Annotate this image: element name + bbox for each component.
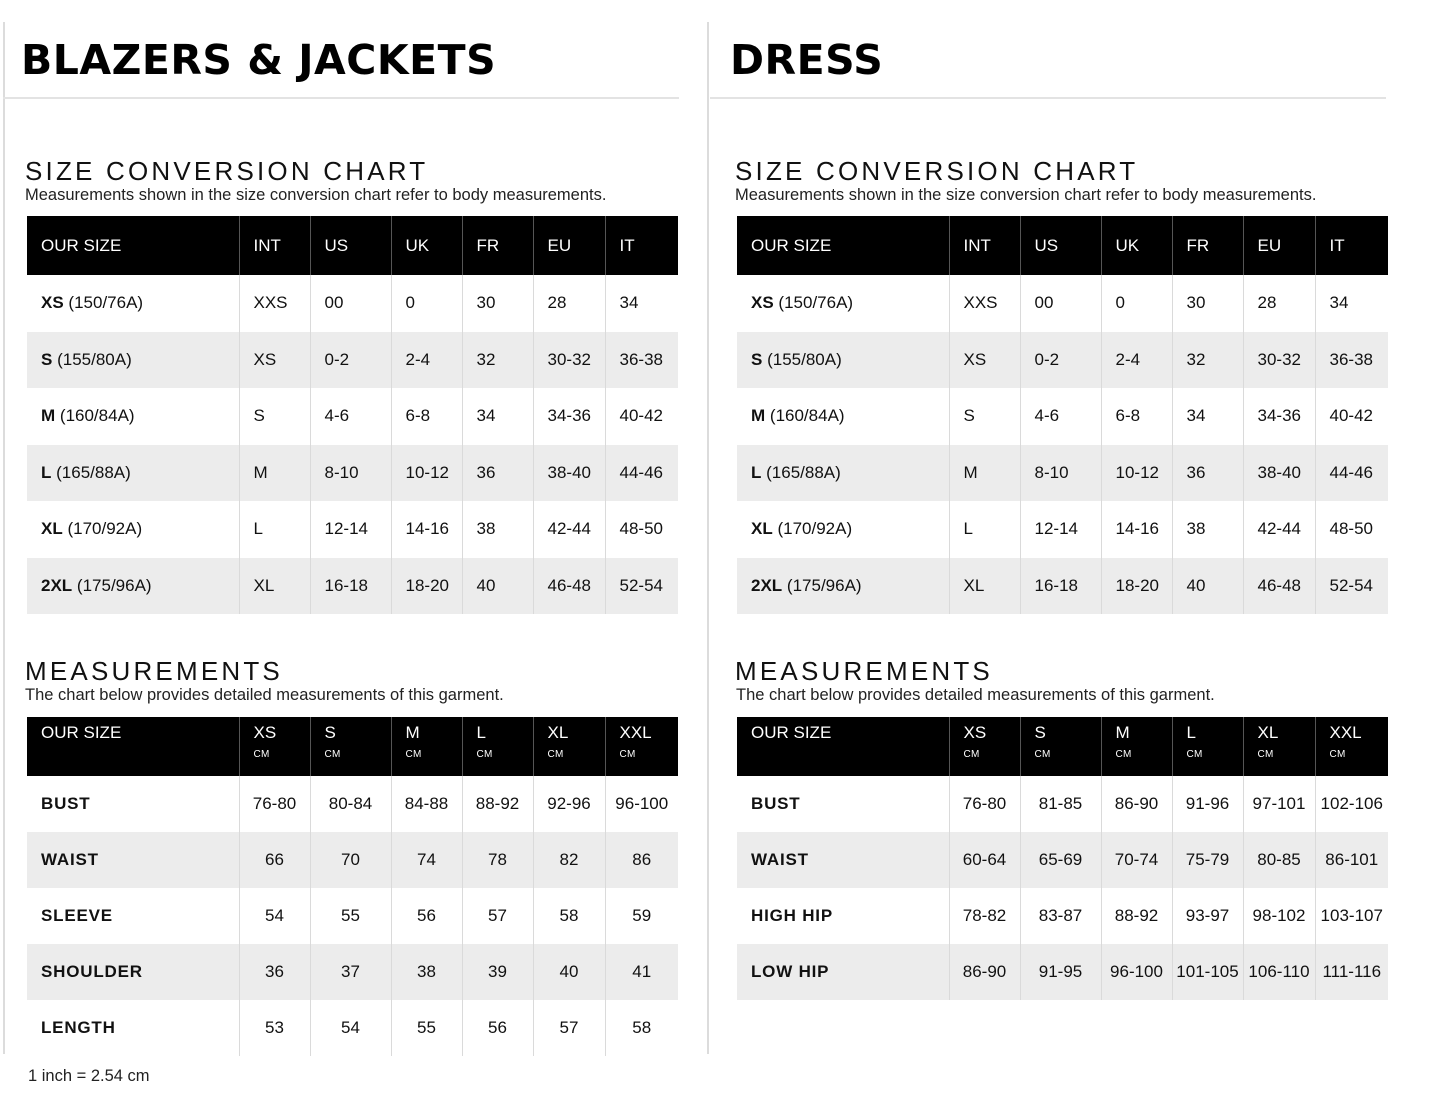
table-cell: 58: [533, 888, 605, 944]
size-name: XS: [751, 293, 774, 313]
size-code: (150/76A): [778, 293, 854, 313]
column-header: IT: [1315, 216, 1388, 275]
table-cell: 34: [462, 388, 533, 445]
table-cell: 91-96: [1172, 776, 1243, 832]
column-header: EU: [1243, 216, 1315, 275]
size-column-header: [239, 717, 310, 776]
table-cell: 32: [1172, 332, 1243, 389]
table-cell: 46-48: [533, 558, 605, 615]
table-cell: 30: [462, 275, 533, 332]
size-label: M: [1115, 723, 1130, 742]
table-cell: 0: [1101, 275, 1172, 332]
table-row: [27, 501, 678, 558]
size-code: (175/96A): [76, 575, 152, 595]
table-cell: 59: [605, 888, 678, 944]
table-cell: XXS: [949, 275, 1020, 332]
table-cell: 39: [462, 944, 533, 1000]
unit-label: CM: [324, 749, 341, 760]
table-cell: 12-14: [1020, 501, 1101, 558]
size-column-header: [1243, 717, 1315, 776]
size-cell: [27, 501, 239, 558]
table-cell: 18-20: [1101, 558, 1172, 615]
column-header: OUR SIZE: [27, 717, 239, 776]
table-cell: 0: [391, 275, 462, 332]
measurements-header: [737, 717, 1388, 776]
column-header: EU: [533, 216, 605, 275]
table-cell: 30: [1172, 275, 1243, 332]
table-cell: S: [239, 388, 310, 445]
table-row: [27, 388, 678, 445]
table-cell: 60-64: [949, 832, 1020, 888]
size-cell: [737, 388, 949, 445]
size-cell: [737, 558, 949, 615]
unit-label: CM: [963, 749, 980, 760]
table-cell: 36: [239, 944, 310, 1000]
table-cell: 6-8: [391, 388, 462, 445]
table-cell: 55: [391, 1000, 462, 1056]
table-cell: 00: [310, 275, 391, 332]
size-name: XS: [41, 293, 64, 313]
column-header: US: [1020, 216, 1101, 275]
unit-label: CM: [1329, 749, 1346, 760]
table-cell: 42-44: [533, 501, 605, 558]
size-name: S: [41, 349, 53, 369]
table-cell: 2-4: [391, 332, 462, 389]
size-name: M: [41, 406, 56, 426]
table-cell: 76-80: [239, 776, 310, 832]
conversion-header: [737, 216, 1388, 275]
measurement-label: LENGTH: [41, 1018, 116, 1037]
table-cell: 75-79: [1172, 832, 1243, 888]
table-cell: 70: [310, 832, 391, 888]
table-cell: 70-74: [1101, 832, 1172, 888]
table-cell: 96-100: [605, 776, 678, 832]
table-cell: 14-16: [1101, 501, 1172, 558]
table-cell: 4-6: [1020, 388, 1101, 445]
conversion-description: Measurements shown in the size conversion chart refer to body measurements.: [735, 186, 1317, 204]
table-cell: 32: [462, 332, 533, 389]
column-header: UK: [1101, 216, 1172, 275]
table-cell: 74: [391, 832, 462, 888]
table-cell: 40-42: [605, 388, 678, 445]
table-cell: XL: [949, 558, 1020, 615]
table-cell: 36: [462, 445, 533, 502]
table-cell: M: [239, 445, 310, 502]
size-code: (165/88A): [766, 462, 841, 482]
table-row: [737, 501, 1388, 558]
size-label: XXL: [1329, 723, 1362, 742]
table-cell: 106-110: [1243, 944, 1315, 1000]
table-cell: 58: [605, 1000, 678, 1056]
title-divider: [710, 97, 1386, 99]
unit-label: CM: [1115, 749, 1132, 760]
table-cell: 98-102: [1243, 888, 1315, 944]
table-row: [737, 776, 1388, 832]
table-row: [27, 832, 678, 888]
table-cell: 0-2: [310, 332, 391, 389]
table-cell: 40: [533, 944, 605, 1000]
table-cell: 48-50: [605, 501, 678, 558]
size-label: XL: [1257, 723, 1279, 742]
table-cell: 34: [1172, 388, 1243, 445]
size-cell: [27, 445, 239, 502]
measurement-label: LOW HIP: [737, 944, 949, 1000]
column-header: IT: [605, 216, 678, 275]
conversion-heading: SIZE CONVERSION CHART: [25, 156, 429, 186]
size-label: M: [405, 723, 420, 742]
table-cell: 55: [310, 888, 391, 944]
column-header: UK: [391, 216, 462, 275]
size-name: 2XL: [751, 575, 783, 595]
table-cell: 38-40: [533, 445, 605, 502]
measurements-header: [27, 717, 678, 776]
size-code: (170/92A): [67, 519, 143, 539]
size-cell: [737, 445, 949, 502]
table-cell: 54: [310, 1000, 391, 1056]
size-column-header: [310, 717, 391, 776]
table-cell: 46-48: [1243, 558, 1315, 615]
size-code: (175/96A): [786, 575, 862, 595]
measurements-table: [737, 717, 1388, 1000]
table-row: [737, 888, 1388, 944]
table-cell: 80-85: [1243, 832, 1315, 888]
measurement-label: SHOULDER: [27, 944, 239, 1000]
table-cell: 54: [239, 888, 310, 944]
table-cell: L: [239, 501, 310, 558]
table-cell: 34: [1315, 275, 1388, 332]
table-cell: 6-8: [1101, 388, 1172, 445]
column-header: INT: [949, 216, 1020, 275]
table-cell: 76-80: [949, 776, 1020, 832]
table-row: [27, 558, 678, 615]
table-cell: 12-14: [310, 501, 391, 558]
panel-title: DRESS: [730, 36, 884, 84]
table-cell: XXS: [239, 275, 310, 332]
column-header: OUR SIZE: [737, 717, 949, 776]
measurement-label: BUST: [751, 794, 801, 813]
table-row: [737, 944, 1388, 1000]
table-cell: 42-44: [1243, 501, 1315, 558]
unit-label: CM: [619, 749, 636, 760]
size-column-header: [533, 717, 605, 776]
table-cell: 4-6: [310, 388, 391, 445]
table-cell: 18-20: [391, 558, 462, 615]
table-cell: 34: [605, 275, 678, 332]
table-cell: 34-36: [533, 388, 605, 445]
table-cell: 52-54: [1315, 558, 1388, 615]
unit-footnote: 1 inch = 2.54 cm: [28, 1067, 150, 1085]
size-name: 2XL: [41, 575, 73, 595]
table-cell: 28: [533, 275, 605, 332]
table-cell: 86-90: [1101, 776, 1172, 832]
column-header: INT: [239, 216, 310, 275]
table-cell: 36: [1172, 445, 1243, 502]
size-column-header: [462, 717, 533, 776]
table-row: [27, 445, 678, 502]
table-cell: 16-18: [1020, 558, 1101, 615]
table-row: [737, 558, 1388, 615]
table-cell: 44-46: [605, 445, 678, 502]
table-cell: 86-90: [949, 944, 1020, 1000]
size-name: L: [41, 462, 52, 482]
unit-label: CM: [405, 749, 422, 760]
table-cell: 92-96: [533, 776, 605, 832]
unit-label: CM: [1034, 749, 1051, 760]
table-cell: 86: [605, 832, 678, 888]
table-cell: 57: [462, 888, 533, 944]
size-name: L: [751, 462, 762, 482]
size-cell: [27, 388, 239, 445]
table-cell: 36-38: [1315, 332, 1388, 389]
table-cell: 38-40: [1243, 445, 1315, 502]
measurement-label: WAIST: [27, 832, 239, 888]
table-row: [737, 332, 1388, 389]
table-row: [737, 832, 1388, 888]
size-conversion-table: [27, 216, 678, 614]
table-cell: 56: [391, 888, 462, 944]
table-row: [27, 332, 678, 389]
size-column-header: [605, 717, 678, 776]
table-cell: 37: [310, 944, 391, 1000]
size-column-header: [1101, 717, 1172, 776]
table-cell: 103-107: [1315, 888, 1388, 944]
size-code: (165/88A): [56, 462, 131, 482]
column-header: US: [310, 216, 391, 275]
table-cell: 84-88: [391, 776, 462, 832]
measurement-label: WAIST: [737, 832, 949, 888]
table-cell: 91-95: [1020, 944, 1101, 1000]
table-cell: 34-36: [1243, 388, 1315, 445]
table-row: [27, 944, 678, 1000]
table-cell: 41: [605, 944, 678, 1000]
unit-label: CM: [1257, 749, 1274, 760]
table-cell: L: [949, 501, 1020, 558]
table-cell: 10-12: [1101, 445, 1172, 502]
table-cell: XS: [239, 332, 310, 389]
column-header: FR: [462, 216, 533, 275]
size-column-header: [1020, 717, 1101, 776]
size-label: XL: [547, 723, 569, 742]
table-cell: 30-32: [533, 332, 605, 389]
table-cell: 93-97: [1172, 888, 1243, 944]
unit-label: CM: [253, 749, 270, 760]
size-label: XS: [963, 723, 987, 742]
table-row: [27, 275, 678, 332]
panel-divider: [707, 22, 709, 1054]
size-code: (170/92A): [777, 519, 853, 539]
table-cell: 40: [462, 558, 533, 615]
conversion-description: Measurements shown in the size conversion chart refer to body measurements.: [25, 186, 607, 204]
measurements-description: The chart below provides detailed measurements of this garment.: [736, 686, 1215, 704]
size-cell: [737, 501, 949, 558]
table-cell: 97-101: [1243, 776, 1315, 832]
left-panel-border: [3, 22, 5, 1054]
size-column-header: [949, 717, 1020, 776]
size-code: (150/76A): [68, 293, 144, 313]
table-row: [737, 445, 1388, 502]
table-cell: 40-42: [1315, 388, 1388, 445]
measurements-heading: MEASUREMENTS: [735, 656, 993, 686]
measurements-table: [27, 717, 678, 1056]
column-header: OUR SIZE: [27, 216, 239, 275]
table-cell: S: [949, 388, 1020, 445]
table-cell: 56: [462, 1000, 533, 1056]
table-cell: 78: [462, 832, 533, 888]
table-cell: 81-85: [1020, 776, 1101, 832]
table-row: [27, 1000, 678, 1056]
table-cell: 40: [1172, 558, 1243, 615]
table-cell: 10-12: [391, 445, 462, 502]
panel-title: BLAZERS & JACKETS: [21, 36, 497, 84]
table-cell: 88-92: [462, 776, 533, 832]
size-label: XS: [253, 723, 277, 742]
table-cell: 38: [1172, 501, 1243, 558]
table-cell: 38: [391, 944, 462, 1000]
unit-label: CM: [547, 749, 564, 760]
table-cell: 65-69: [1020, 832, 1101, 888]
table-cell: 102-106: [1315, 776, 1388, 832]
title-divider: [3, 97, 679, 99]
unit-label: CM: [476, 749, 493, 760]
table-cell: 0-2: [1020, 332, 1101, 389]
size-name: XL: [41, 519, 63, 539]
column-header: OUR SIZE: [737, 216, 949, 275]
unit-label: CM: [1186, 749, 1203, 760]
table-cell: 2-4: [1101, 332, 1172, 389]
size-label: S: [324, 723, 336, 742]
size-column-header: [1172, 717, 1243, 776]
table-row: [27, 776, 678, 832]
table-cell: XS: [949, 332, 1020, 389]
table-cell: 44-46: [1315, 445, 1388, 502]
measurements-description: The chart below provides detailed measurements of this garment.: [25, 686, 504, 704]
table-cell: 8-10: [1020, 445, 1101, 502]
size-label: L: [1186, 723, 1196, 742]
size-cell: [27, 332, 239, 389]
table-cell: 36-38: [605, 332, 678, 389]
size-cell: [27, 558, 239, 615]
table-cell: 14-16: [391, 501, 462, 558]
table-cell: 16-18: [310, 558, 391, 615]
size-label: S: [1034, 723, 1046, 742]
column-header: FR: [1172, 216, 1243, 275]
size-cell: [27, 275, 239, 332]
size-code: (160/84A): [769, 406, 845, 426]
table-cell: 52-54: [605, 558, 678, 615]
table-cell: 83-87: [1020, 888, 1101, 944]
table-cell: 80-84: [310, 776, 391, 832]
conversion-heading: SIZE CONVERSION CHART: [735, 156, 1139, 186]
table-cell: 96-100: [1101, 944, 1172, 1000]
table-cell: 78-82: [949, 888, 1020, 944]
table-cell: 48-50: [1315, 501, 1388, 558]
size-label: L: [476, 723, 486, 742]
table-cell: 86-101: [1315, 832, 1388, 888]
table-cell: XL: [239, 558, 310, 615]
measurement-label: BUST: [41, 794, 91, 813]
size-column-header: [1315, 717, 1388, 776]
size-cell: [737, 275, 949, 332]
size-code: (155/80A): [57, 349, 132, 369]
table-row: [737, 275, 1388, 332]
table-cell: 88-92: [1101, 888, 1172, 944]
measurement-label: SLEEVE: [41, 906, 113, 925]
table-cell: 28: [1243, 275, 1315, 332]
size-code: (160/84A): [59, 406, 135, 426]
table-cell: 66: [239, 832, 310, 888]
table-row: [27, 888, 678, 944]
table-cell: 82: [533, 832, 605, 888]
table-cell: 00: [1020, 275, 1101, 332]
size-name: S: [751, 349, 763, 369]
size-column-header: [391, 717, 462, 776]
table-cell: 8-10: [310, 445, 391, 502]
table-cell: 38: [462, 501, 533, 558]
table-cell: 111-116: [1315, 944, 1388, 1000]
size-conversion-table: [737, 216, 1388, 614]
size-cell: [737, 332, 949, 389]
table-cell: 53: [239, 1000, 310, 1056]
table-row: [737, 388, 1388, 445]
table-cell: M: [949, 445, 1020, 502]
size-code: (155/80A): [767, 349, 842, 369]
table-cell: 30-32: [1243, 332, 1315, 389]
measurement-label: HIGH HIP: [751, 906, 833, 925]
measurements-heading: MEASUREMENTS: [25, 656, 283, 686]
size-label: XXL: [619, 723, 652, 742]
size-name: XL: [751, 519, 773, 539]
size-name: M: [751, 406, 766, 426]
conversion-header: [27, 216, 678, 275]
table-cell: 57: [533, 1000, 605, 1056]
table-cell: 101-105: [1172, 944, 1243, 1000]
